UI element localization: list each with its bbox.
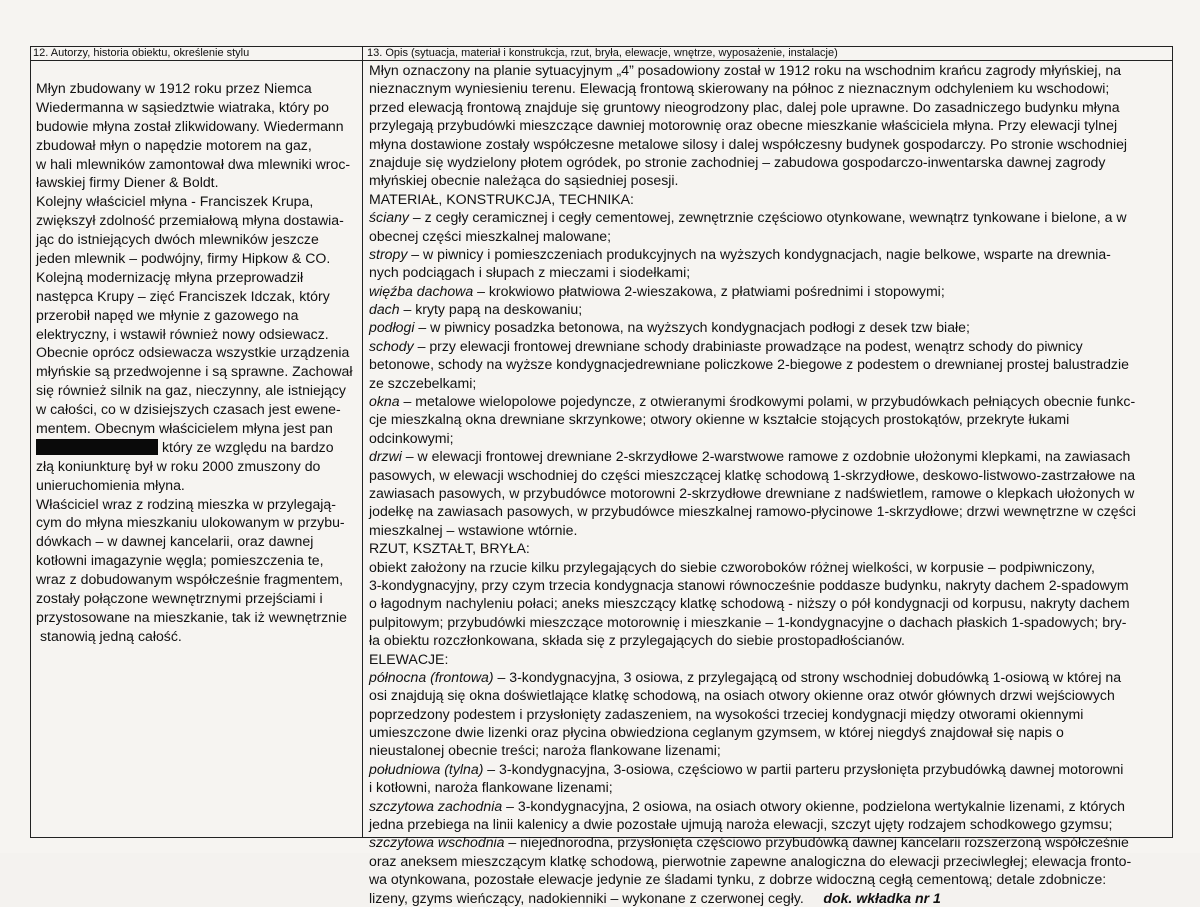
ceilings-line: nych podciągach i słupach z mieczami i siodełkami; <box>369 264 691 281</box>
east-gable-line: wa otynkowana, pozostałe elewacje jedynie ze śladami tynku, z dobrze widoczną cegłą cementową; detale zdobnicze: <box>369 871 1107 888</box>
west-gable-line <box>369 797 1169 815</box>
history-line: stanowią jedną całość. <box>40 627 182 644</box>
history-line: zostały połączone wewnętrznymi przejściami i <box>36 590 323 607</box>
ceilings-term: stropy <box>369 245 408 262</box>
description-column <box>369 61 1169 907</box>
doors-line: jodełkę na zawiasach pasowych, w przybudówce mieszkalnej ramowo-płycinowe 1-skrzydłowe; drzwi wewnętrzne w części <box>369 503 1136 520</box>
roof-text: – kryty papą na deskowaniu; <box>399 301 583 318</box>
intro-line: znajduje się wydzielony płotem ogródek, po stronie zachodniej – zabudowa gospodarczo-inwentarska dawnej zagrody <box>369 153 1106 170</box>
stairs-line: betonowe, schody na wyższe kondygnacjedrewniane policzkowe 2-biegowe z podestem o drewnianej prostej balustradzie <box>369 356 1129 373</box>
south-elevation-line: i kotłowni, naroża flankowane lizenami; <box>369 779 613 796</box>
north-elevation-term: północna (frontowa) <box>369 668 494 685</box>
west-gable-term: szczytowa zachodnia <box>369 797 503 814</box>
history-line: jeden mlewnik – podwójny, firmy Hipkow & CO. <box>36 250 331 267</box>
history-line: młyńskie są przedwojenne i są sprawne. Zachował <box>36 363 353 380</box>
east-gable-term: szczytowa wschodnia <box>369 834 505 851</box>
history-line: wraz z dobudowanym współcześnie fragmentem, <box>36 571 344 588</box>
walls-text: – z cegły ceramicznej i cegły cementowej, zewnętrznie częściowo otynkowane, wewnątrz tynkowane i bielone, a w <box>408 209 1127 226</box>
plan-line: obiekt założony na rzucie kilku przylegających do siebie czworoboków różnej wielkości, w korpusie – podpiwniczony, <box>369 558 1095 575</box>
stairs-line <box>369 337 1169 355</box>
history-column <box>36 79 360 646</box>
history-line: w hali mlewników zamontował dwa mlewniki wroc- <box>36 155 351 172</box>
history-line: ławskiej firmy Diener & Boldt. <box>36 174 219 191</box>
intro-line: przylegają przybudówki mieszczące dawniej motorownię oraz obecne mieszkanie właściciela młyna. Przy elewacji tylnej <box>369 117 1118 134</box>
stairs-term: schody <box>369 337 414 354</box>
stairs-text: – przy elewacji frontowej drewniane schody drabiniaste prowadzące na podest, wenątrz schody do piwnicy <box>413 337 1083 354</box>
roof-term: dach <box>369 301 400 318</box>
floors-text: – w piwnicy posadzka betonowa, na wyższych kondygnacjach podłogi z desek tzw białe; <box>414 319 970 336</box>
history-line: zwiększył zdolność przemiałową młyna dostawia- <box>36 212 344 229</box>
history-line: Kolejną modernizację młyna przeprowadził <box>36 268 304 285</box>
continuation-note: dok. wkładka nr 1 <box>823 889 941 906</box>
windows-line: odcinkowymi; <box>369 429 454 446</box>
roof-truss-term: więźba dachowa <box>369 282 474 299</box>
history-line: przerobił napęd we młynie z gazowego na <box>36 306 299 323</box>
walls-term: ściany <box>369 209 409 226</box>
plan-line: 3-kondygnacyjny, przy czym trzecia kondygnacja stanowi równocześnie poddasze budynku, nakryty dachem 2-spadowym <box>369 576 1129 593</box>
history-line: zbudował młyn o napędzie motorem na gaz, <box>36 136 312 153</box>
history-line: w całości, co w dzisiejszych czasach jest ewene- <box>36 401 341 418</box>
windows-text: – metalowe wielopolowe pojedyncze, z otwieranymi środkowymi polami, w przybudówkach pełniących obecnie funkc- <box>399 393 1136 410</box>
material-heading: MATERIAŁ, KONSTRUKCJA, TECHNIKA: <box>369 190 634 207</box>
plan-line: o łagodnym nachyleniu połaci; aneks mieszczący klatkę schodową - niższy o pół kondygnacji od korpusu, nakryty dachem <box>369 595 1130 612</box>
south-elevation-line <box>369 760 1169 778</box>
redaction-bar <box>36 439 158 455</box>
roof-truss-text: – krokwiowo płatwiowa 2-wieszakowa, z płatwiami pośrednimi i stopowymi; <box>473 282 945 299</box>
doors-line: zawiasach pasowych, w przybudówce motorowni 2-skrzydłowe drewniane z nadświetlem, ramowe o klepkach ułożonych w <box>369 484 1135 501</box>
elevations-heading: ELEWACJE: <box>369 650 449 667</box>
history-line: cym do młyna mieszkaniu ulokowanym w przybu- <box>36 514 345 531</box>
history-line-redacted <box>36 438 360 457</box>
column-divider <box>362 46 363 838</box>
south-elevation-term: południowa (tylna) <box>369 760 484 777</box>
doors-line: mieszkalnej – wstawione wtórnie. <box>369 521 578 538</box>
history-line: przystosowane na mieszkanie, tak iż wewnętrznie <box>36 608 347 625</box>
history-line: następca Krupy – zięć Franciszek Idczak, który <box>36 287 330 304</box>
roof-truss-line <box>369 282 1169 300</box>
doors-line: pasowych, w elewacji wschodniej do części mieszczącej klatkę schodową 1-skrzydłowe, deskowo-listwowo-zastrzałowe na <box>369 466 1136 483</box>
ceilings-text: – w piwnicy i pomieszczeniach produkcyjnych na wyższych kondygnacjach, nagie belkowe, wsparte na drewnia- <box>407 245 1111 262</box>
history-line: unieruchomienia młyna. <box>36 476 185 493</box>
intro-line: młyna dostawione zostały współczesne metalowe silosy i dalej współczesny budynek gospodarczy. Po stronie wschodniej <box>369 135 1128 152</box>
section-12-header: 12. Autorzy, historia obiektu, określenie stylu <box>30 46 362 61</box>
roof-line <box>369 300 1169 318</box>
ceilings-line <box>369 245 1169 263</box>
history-line: Kolejny właściciel młyna - Franciszek Krupa, <box>36 193 314 210</box>
plan-heading: RZUT, KSZTAŁT, BRYŁA: <box>369 540 530 557</box>
intro-line: Młyn oznaczony na planie sytuacyjnym „4” posadowiony został w 1912 roku na wschodnim krańcu zagrody młyńskiej, na <box>369 62 1122 78</box>
history-line: złą koniunkturę był w roku 2000 zmuszony do <box>36 457 321 474</box>
walls-line <box>369 208 1169 226</box>
intro-line: przed elewacją frontową znajduje się gruntowy nieogrodzony plac, dalej pole uprawne. Do zasadniczego budynku młyna <box>369 98 1120 115</box>
history-line: Obecnie oprócz odsiewacza wszystkie urządzenia <box>36 344 350 361</box>
history-line: kotłowni imagazynie węgla; pomieszczenia te, <box>36 552 324 569</box>
plan-line: ła obiektu rozczłonkowana, składa się z przylegających do siebie prostopadłościanów. <box>369 632 905 649</box>
doors-line <box>369 447 1169 465</box>
history-line-text: który ze względu na bardzo <box>162 438 334 455</box>
east-gable-line <box>369 833 1169 851</box>
section-13-header: 13. Opis (sytuacja, materiał i konstrukcja, rzut, bryła, elewacje, wnętrze, wyposażenie, instalacje) <box>363 46 1173 61</box>
doors-text: – w elewacji frontowej drewniane 2-skrzydłowe 2-warstwowe ramowe z ozdobnie ułożonymi klepkami, na zawiasach <box>401 448 1131 465</box>
history-line: Młyn zbudowany w 1912 roku przez Niemca <box>36 80 312 96</box>
north-elevation-line: umieszczone dwie lizenki oraz płycina obwiedziona ceglanym gzymsem, w której niegdyś znajdował się napis o <box>369 724 1064 741</box>
windows-line: cje mieszkalną okna drewniane skrzynkowe; otwory okienne w kształcie stojących prostokątów, przekryte łukami <box>369 411 1070 428</box>
doors-term: drzwi <box>369 448 402 465</box>
intro-line: nieznacznym wyniesieniu terenu. Elewacją frontową skierowany na północ z nieznacznym odchyleniem ku wschodowi; <box>369 80 1110 97</box>
walls-line: obecnej części mieszkalnej malowane; <box>369 227 612 244</box>
east-gable-text: – niejednorodna, przysłonięta częściowo przybudówką dawnej kancelarii rozszerzoną współcześnie <box>504 834 1129 851</box>
history-line: mentem. Obecnym właścicielem młyna jest pan <box>36 420 333 437</box>
floors-line <box>369 318 1169 336</box>
windows-line <box>369 392 1169 410</box>
history-line: dówkach – w dawnej kancelarii, oraz dawnej <box>36 533 314 550</box>
plan-line: pulpitowym; przybudówki mieszczące motorownię i mieszkanie – 1-kondygnacyjne o dachach płaskich 1-spadowych; bry- <box>369 613 1127 630</box>
north-elevation-line: osi znajdują się okna doświetlające klatkę schodową, na osiach otwory okienne oraz otwór głównych drzwi wejściowych <box>369 687 1115 704</box>
south-elevation-text: – 3-kondygnacyjna, 3-osiowa, częściowo w partii parteru przysłonięta przybudówką dawnej motorowni <box>483 760 1124 777</box>
north-elevation-line: poprzedzony podestem i przysłonięty zadaszeniem, na wysokości trzeciej kondygnacji między otworami okiennymi <box>369 705 1084 722</box>
history-line: Wiedermanna w sąsiedztwie wiatraka, który po <box>36 98 329 115</box>
history-line: się również silnik na gaz, nieczynny, ale istniejący <box>36 382 346 399</box>
intro-line: młyńskiej obecnie należąca do sąsiedniej posesji. <box>369 172 679 189</box>
east-gable-text: lizeny, gzyms wieńczący, nadokienniki – wykonane z czerwonej cegły. <box>369 889 804 906</box>
west-gable-line: jedna przebiega na linii kalenicy a dwie pozostałe ujmują naroża elewacji, szczyt ujęty rodzajem schodkowego gzymsu; <box>369 816 1113 833</box>
history-line: budowie młyna został zlikwidowany. Wiedermann <box>36 117 344 134</box>
history-line: jąc do istniejących dwóch mlewników jeszcze <box>36 231 319 248</box>
windows-term: okna <box>369 393 400 410</box>
north-elevation-line: nieustalonej obecnie treści; naroża flankowane lizenami; <box>369 742 721 759</box>
stairs-line: ze szczebelkami; <box>369 374 477 391</box>
history-line: Właściciel wraz z rodziną mieszka w przylegają- <box>36 495 336 512</box>
history-line: elektryczny, i wstawił również nowy odsiewacz. <box>36 325 329 342</box>
floors-term: podłogi <box>369 319 415 336</box>
north-elevation-text: – 3-kondygnacyjna, 3 osiowa, z przylegającą od strony wschodniej dobudówką 1-osiową w której na <box>493 668 1122 685</box>
east-gable-line <box>369 889 1169 907</box>
north-elevation-line <box>369 668 1169 686</box>
east-gable-line: oraz aneksem mieszczącym klatkę schodową, pierwotnie zapewne analogiczna do elewacji przeciwległej; elewacja fronto- <box>369 852 1132 869</box>
west-gable-text: – 3-kondygnacyjna, 2 osiowa, na osiach otwory okienne, podzielona wertykalnie lizenami, z których <box>502 797 1125 814</box>
